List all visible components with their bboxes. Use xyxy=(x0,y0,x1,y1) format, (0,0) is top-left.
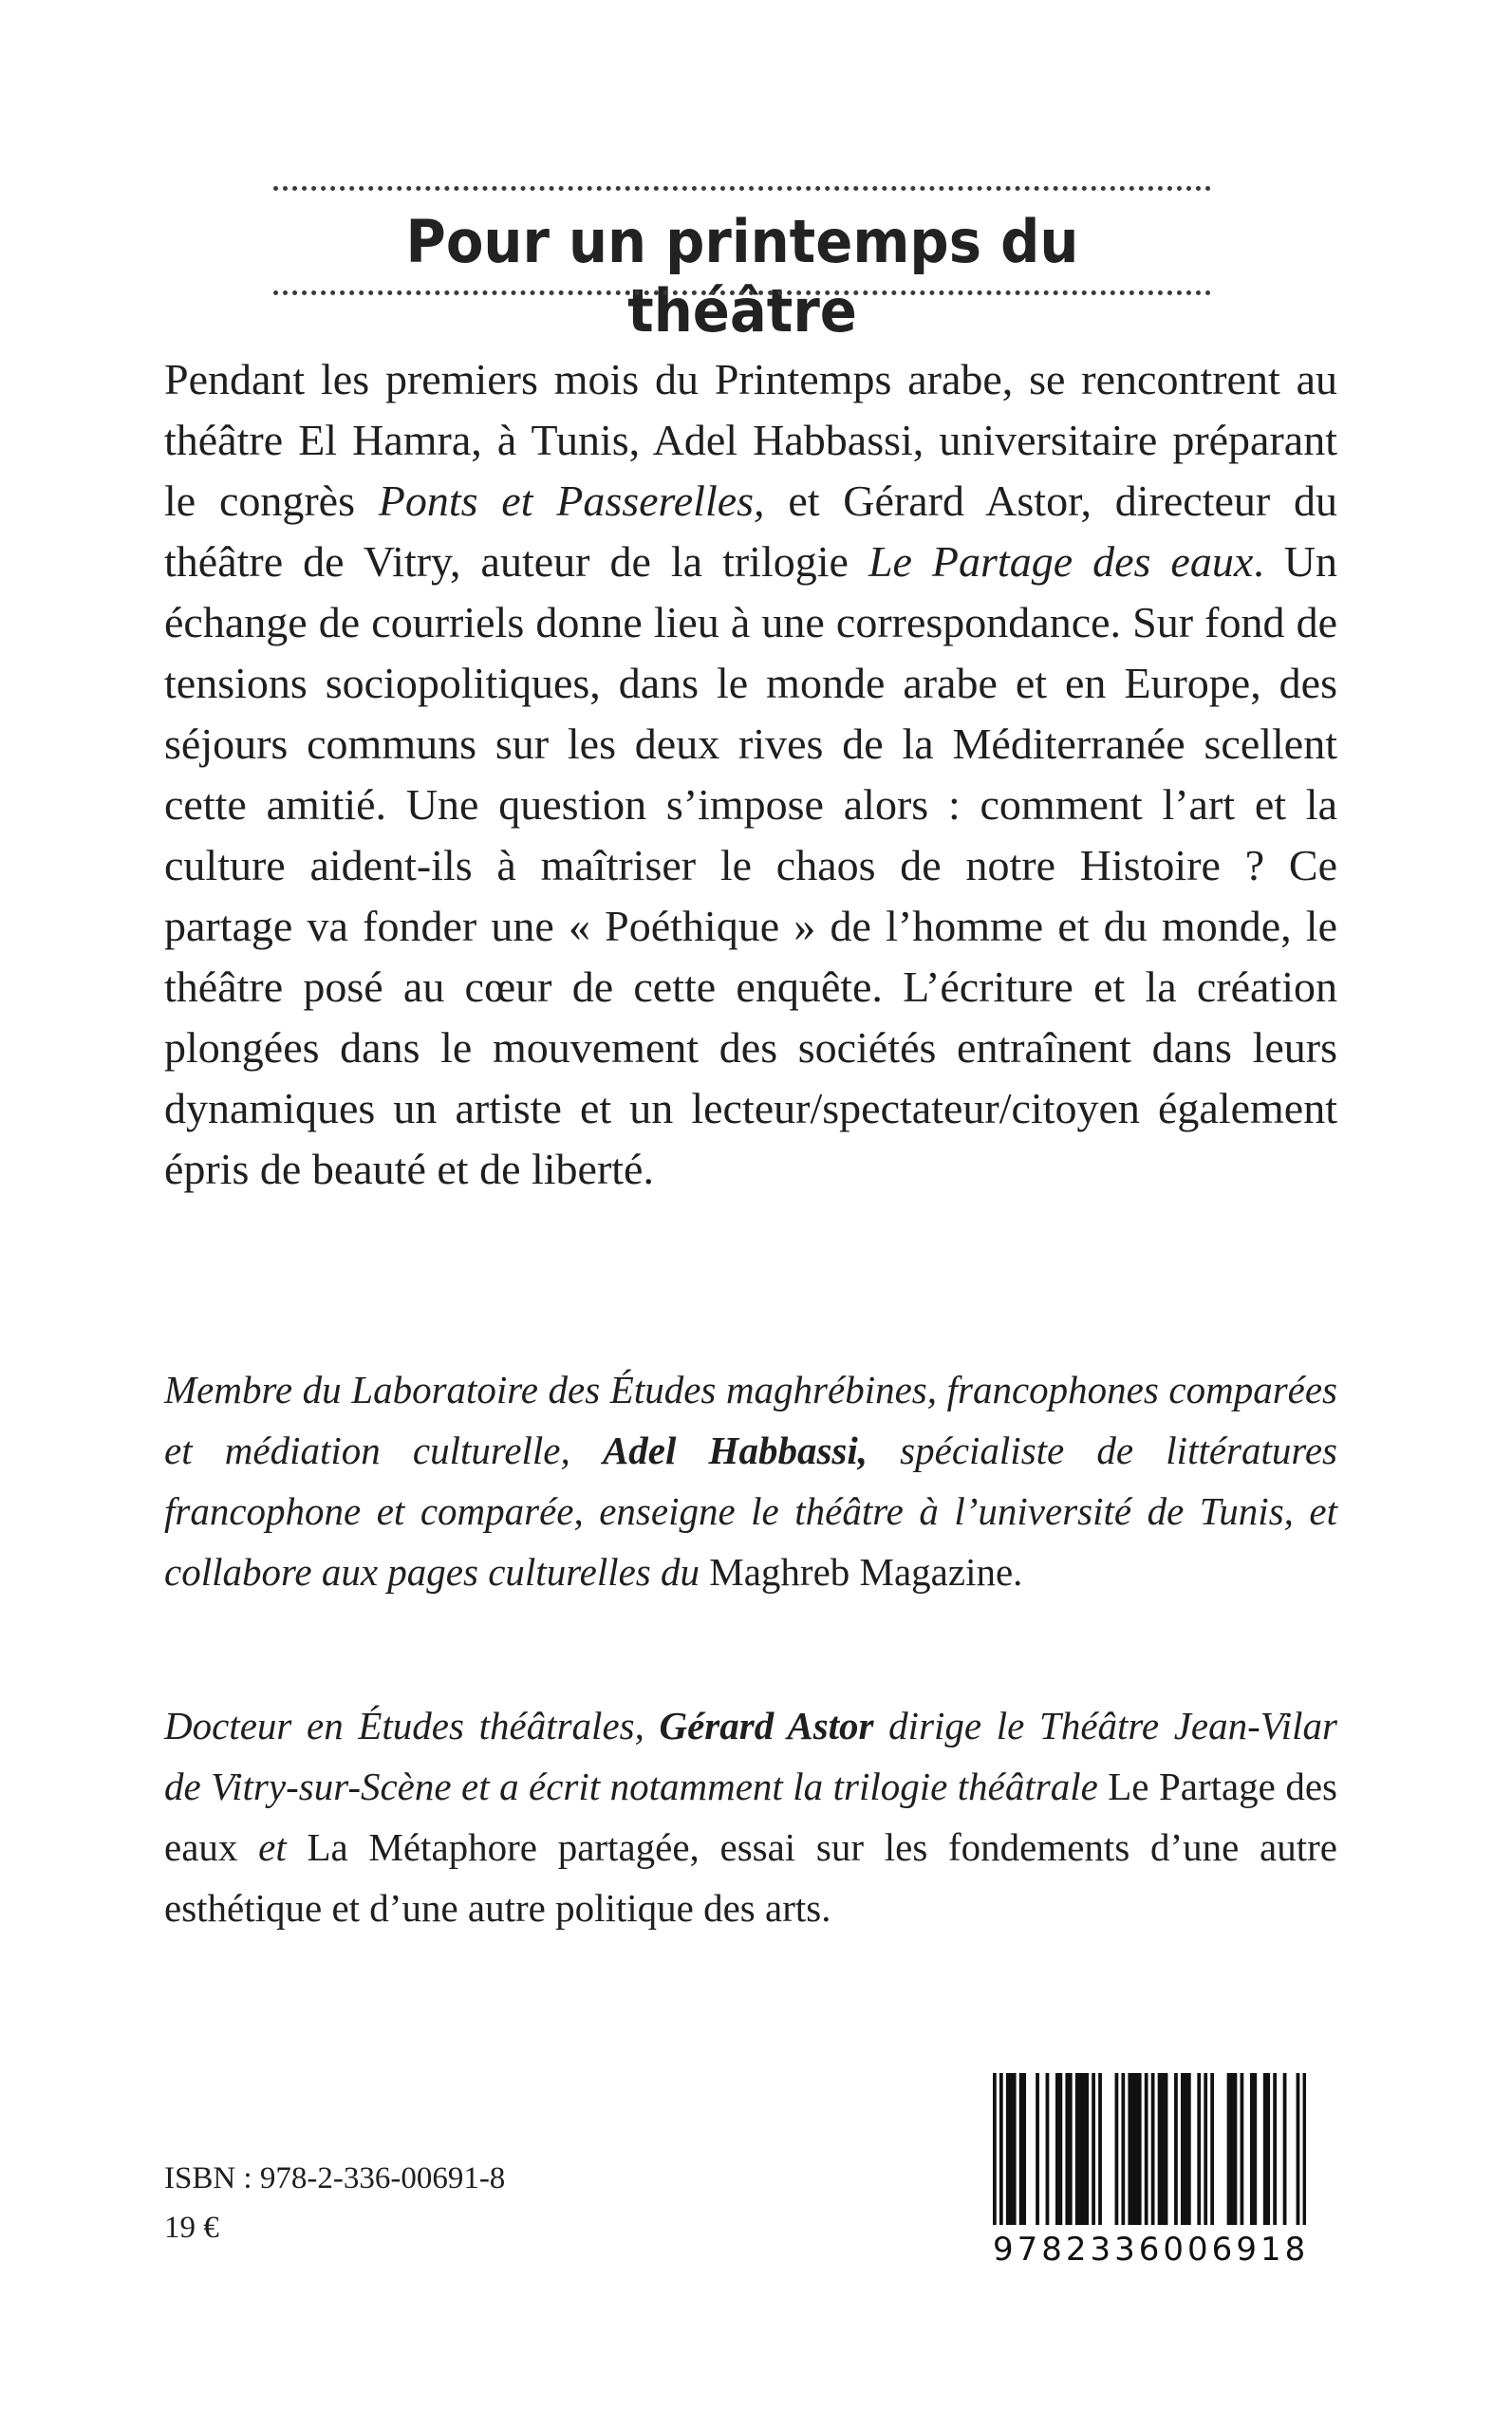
back-cover-blurb xyxy=(164,349,1337,1200)
bio1-text-c: Maghreb Magazine. xyxy=(709,1550,1023,1594)
title-bottom-rule xyxy=(273,290,1211,295)
bio2-author-name: Gérard Astor xyxy=(659,1704,874,1747)
title-top-rule xyxy=(273,186,1211,191)
bio2-text-e: La Métaphore partagée, essai sur les fondements d’une autre esthétique et d’une autre politique des arts. xyxy=(164,1825,1337,1930)
price: 19 € xyxy=(164,2211,219,2245)
bio2-text-b: dirige le Théâtre Jean-Vilar de Vitry-sur-Scène et a écrit notamment la trilogie théâtrale xyxy=(164,1704,1337,1808)
bio1-author-name: Adel Habbassi, xyxy=(602,1429,868,1472)
blurb-text-2: et Gérard Astor, directeur du théâtre de Vitry, auteur de la trilogie xyxy=(164,476,1337,586)
blurb-trilogy-title: Le Partage des eaux xyxy=(868,537,1254,586)
bio2-text-d: et xyxy=(237,1825,308,1869)
isbn: ISBN : 978-2-336-00691-8 xyxy=(164,2161,506,2195)
bio1-text-a: Membre du Laboratoire des Études maghrébines, francophones comparées et médiation culturelle, xyxy=(164,1368,1337,1472)
bio1-text-b: spécialiste de littératures francophone et comparée, enseigne le théâtre à l’université de Tunis, et collabore aux pages culturelles du xyxy=(164,1429,1337,1594)
bio2-text-a: Docteur en Études théâtrales, xyxy=(164,1704,660,1747)
blurb-text-3: . Un échange de courriels donne lieu à une correspondance. Sur fond de tensions sociopolitiques, dans le monde arabe et en Europe, des séjours communs sur les deux rives de la Méditerranée scellent cette amitié. Une question s’impose alors : comment l’art et la culture aident-ils à maîtriser le chaos de notre Histoire ? Ce partage va fonder une « Poéthique » de l’homme et du monde, le théâtre posé au cœur de cette enquête. L’écriture et la création plongées dans le mouvement des sociétés entraînent dans leurs dynamiques un artiste et un lecteur/spectateur/citoyen également épris de beauté et de liberté. xyxy=(164,537,1337,1193)
author-bio-habbassi xyxy=(164,1359,1337,1602)
blurb-congress-title: Ponts et Passerelles, xyxy=(378,476,765,525)
barcode-number: 9782336006918 xyxy=(993,2225,1306,2274)
book-title: Pour un printemps du théâtre xyxy=(405,207,1079,346)
blurb-text-1: Pendant les premiers mois du Printemps arabe, se rencontrent au théâtre El Hamra, à Tunis, Adel Habbassi, universitaire préparant le congrès xyxy=(164,355,1337,525)
author-bio-astor xyxy=(164,1695,1337,1938)
bio2-text-c: Le Partage des eaux xyxy=(164,1765,1337,1869)
barcode xyxy=(993,2073,1310,2282)
